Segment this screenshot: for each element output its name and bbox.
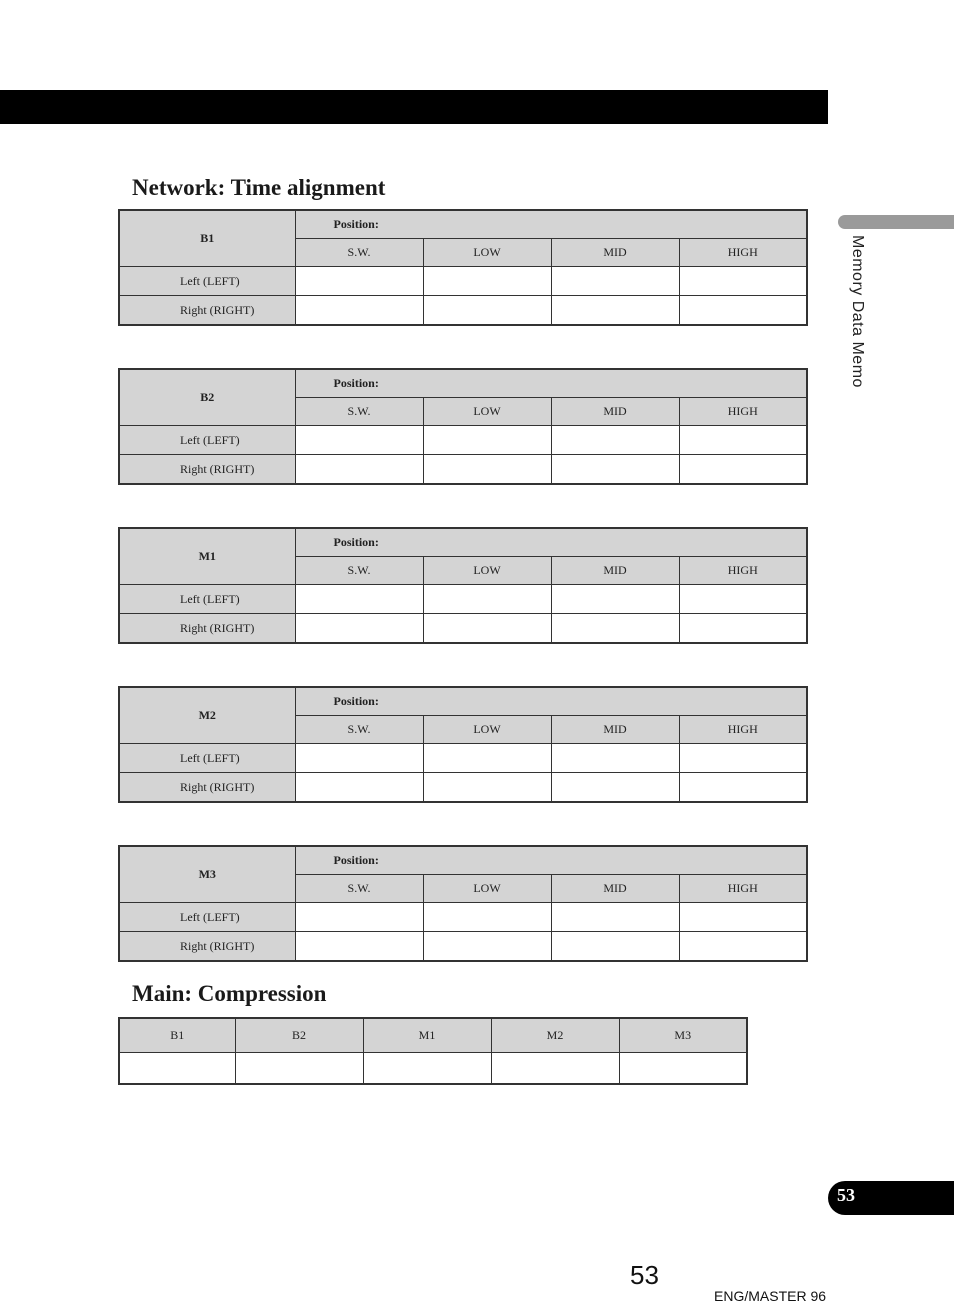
band-label: M3 (119, 846, 295, 903)
col-sw: S.W. (295, 716, 423, 744)
col-mid: MID (551, 875, 679, 903)
value-cell[interactable] (679, 903, 807, 932)
footer-code: ENG/MASTER 96 (714, 1288, 827, 1304)
compression-value-cell[interactable] (119, 1053, 235, 1085)
value-cell[interactable] (423, 614, 551, 644)
value-cell[interactable] (423, 267, 551, 296)
col-low: LOW (423, 875, 551, 903)
col-high: HIGH (679, 716, 807, 744)
value-cell[interactable] (295, 267, 423, 296)
position-label: Position: (295, 210, 807, 239)
row-right-label: Right (RIGHT) (119, 773, 295, 803)
value-cell[interactable] (423, 585, 551, 614)
row-right-label: Right (RIGHT) (119, 455, 295, 485)
compression-table (118, 1017, 748, 1085)
col-low: LOW (423, 239, 551, 267)
col-mid: MID (551, 239, 679, 267)
side-section-label: Memory Data Memo (849, 235, 866, 388)
col-high: HIGH (679, 398, 807, 426)
compression-header-b2: B2 (235, 1018, 363, 1053)
value-cell[interactable] (423, 426, 551, 455)
value-cell[interactable] (295, 903, 423, 932)
row-left-label: Left (LEFT) (119, 426, 295, 455)
value-cell[interactable] (295, 455, 423, 485)
row-left-label: Left (LEFT) (119, 267, 295, 296)
compression-header-m2: M2 (491, 1018, 619, 1053)
col-low: LOW (423, 398, 551, 426)
compression-value-cell[interactable] (491, 1053, 619, 1085)
value-cell[interactable] (551, 932, 679, 962)
value-cell[interactable] (679, 267, 807, 296)
value-cell[interactable] (551, 426, 679, 455)
position-label: Position: (295, 846, 807, 875)
header-bar (0, 90, 828, 124)
value-cell[interactable] (295, 426, 423, 455)
col-sw: S.W. (295, 239, 423, 267)
compression-value-cell[interactable] (235, 1053, 363, 1085)
side-tab-marker (838, 215, 954, 229)
compression-value-cell[interactable] (363, 1053, 491, 1085)
value-cell[interactable] (551, 296, 679, 326)
value-cell[interactable] (295, 614, 423, 644)
value-cell[interactable] (551, 455, 679, 485)
value-cell[interactable] (295, 932, 423, 962)
value-cell[interactable] (551, 614, 679, 644)
col-high: HIGH (679, 557, 807, 585)
value-cell[interactable] (423, 455, 551, 485)
value-cell[interactable] (295, 296, 423, 326)
col-high: HIGH (679, 875, 807, 903)
col-low: LOW (423, 557, 551, 585)
band-label: B2 (119, 369, 295, 426)
value-cell[interactable] (679, 614, 807, 644)
col-low: LOW (423, 716, 551, 744)
band-label: B1 (119, 210, 295, 267)
value-cell[interactable] (679, 296, 807, 326)
col-high: HIGH (679, 239, 807, 267)
value-cell[interactable] (551, 267, 679, 296)
page-tab-number: 53 (837, 1185, 855, 1205)
col-mid: MID (551, 398, 679, 426)
row-left-label: Left (LEFT) (119, 585, 295, 614)
value-cell[interactable] (679, 773, 807, 803)
col-sw: S.W. (295, 557, 423, 585)
time-alignment-table-m2 (118, 686, 808, 803)
value-cell[interactable] (679, 455, 807, 485)
value-cell[interactable] (423, 296, 551, 326)
value-cell[interactable] (679, 932, 807, 962)
value-cell[interactable] (551, 744, 679, 773)
position-label: Position: (295, 687, 807, 716)
time-alignment-table-b1 (118, 209, 808, 326)
value-cell[interactable] (679, 744, 807, 773)
value-cell[interactable] (679, 585, 807, 614)
compression-header-m3: M3 (619, 1018, 747, 1053)
time-alignment-table-m3 (118, 845, 808, 962)
value-cell[interactable] (679, 426, 807, 455)
page-number: 53 (630, 1260, 659, 1290)
col-sw: S.W. (295, 398, 423, 426)
col-sw: S.W. (295, 875, 423, 903)
value-cell[interactable] (551, 585, 679, 614)
value-cell[interactable] (551, 773, 679, 803)
time-alignment-table-b2 (118, 368, 808, 485)
row-right-label: Right (RIGHT) (119, 614, 295, 644)
time-alignment-title: Network: Time alignment (132, 175, 386, 200)
position-label: Position: (295, 528, 807, 557)
position-label: Position: (295, 369, 807, 398)
compression-title: Main: Compression (132, 981, 327, 1006)
value-cell[interactable] (423, 932, 551, 962)
row-left-label: Left (LEFT) (119, 744, 295, 773)
value-cell[interactable] (423, 903, 551, 932)
band-label: M2 (119, 687, 295, 744)
band-label: M1 (119, 528, 295, 585)
value-cell[interactable] (295, 744, 423, 773)
row-right-label: Right (RIGHT) (119, 932, 295, 962)
col-mid: MID (551, 557, 679, 585)
value-cell[interactable] (423, 744, 551, 773)
value-cell[interactable] (423, 773, 551, 803)
compression-header-b1: B1 (119, 1018, 235, 1053)
col-mid: MID (551, 716, 679, 744)
time-alignment-table-m1 (118, 527, 808, 644)
value-cell[interactable] (295, 585, 423, 614)
row-right-label: Right (RIGHT) (119, 296, 295, 326)
value-cell[interactable] (295, 773, 423, 803)
page-tab (828, 1181, 954, 1215)
compression-value-cell[interactable] (619, 1053, 747, 1085)
row-left-label: Left (LEFT) (119, 903, 295, 932)
value-cell[interactable] (551, 903, 679, 932)
compression-header-m1: M1 (363, 1018, 491, 1053)
